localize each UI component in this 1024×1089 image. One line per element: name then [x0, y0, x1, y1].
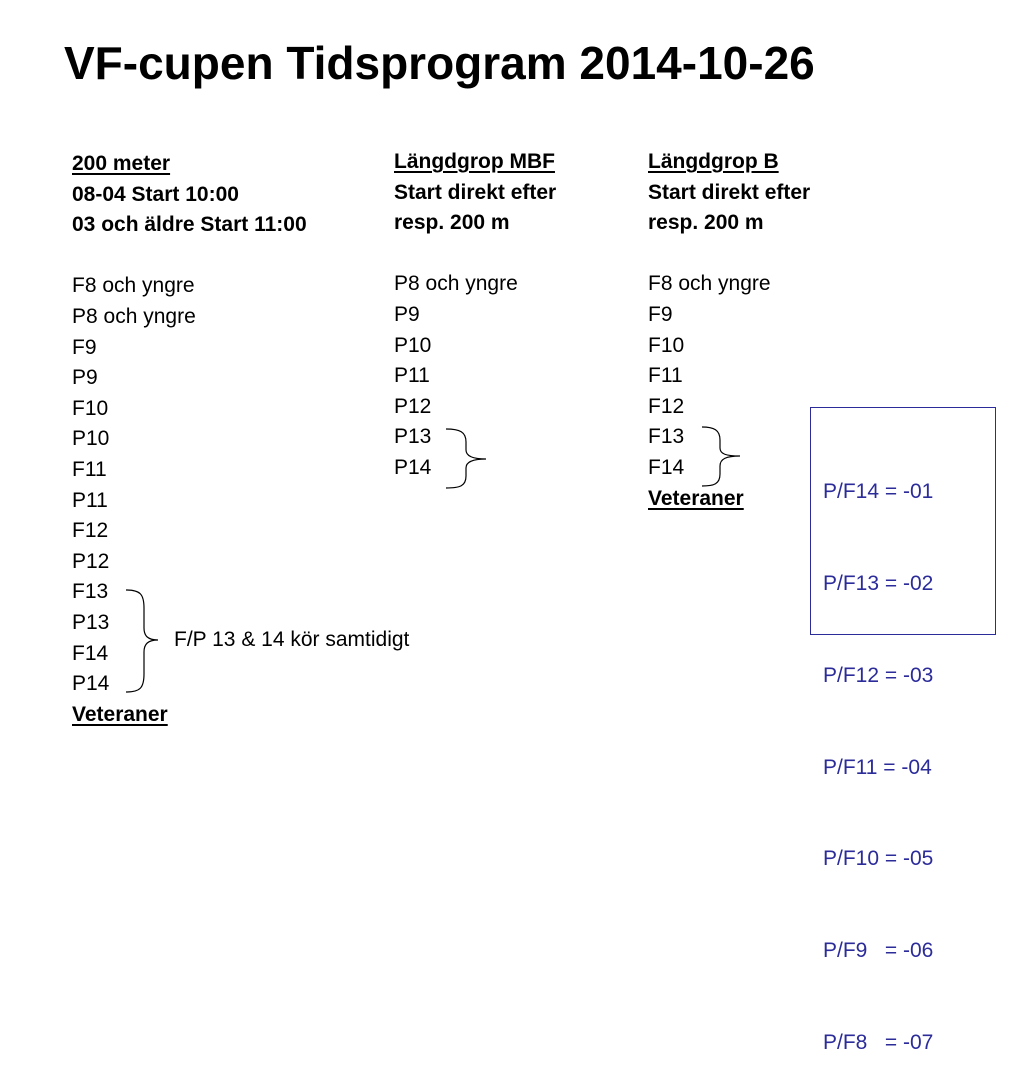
list-item: F10 [72, 396, 109, 420]
list-item: P13 [72, 610, 110, 634]
list-item: F13 [648, 425, 685, 449]
list-item: F8 och yngre [72, 274, 195, 298]
brace-13-14-mbf [446, 426, 490, 490]
legend-row: P/F9 = -06 [823, 939, 934, 963]
list-item: F11 [72, 457, 107, 481]
list-item: F14 [648, 455, 685, 479]
list-item: P10 [394, 333, 432, 357]
legend-row: P/F8 = -07 [823, 1030, 934, 1054]
list-item: F13 [72, 580, 109, 604]
start-time-03-older: 03 och äldre Start 11:00 [72, 213, 307, 237]
simultaneous-note: F/P 13 & 14 kör samtidigt [174, 628, 410, 651]
list-item: P8 och yngre [72, 304, 196, 328]
list-item: P9 [394, 302, 420, 326]
list-item: F12 [72, 519, 109, 543]
veteraner-label: Veteraner [648, 486, 744, 510]
list-item: P13 [394, 425, 432, 449]
list-item: P10 [72, 427, 110, 451]
list-item: F9 [72, 335, 97, 359]
column-header-200-meter: 200 meter [72, 152, 171, 175]
start-info: resp. 200 m [648, 211, 764, 235]
legend-row: P/F14 = -01 [823, 480, 934, 504]
page-title: VF-cupen Tidsprogram 2014-10-26 [64, 37, 815, 89]
list-item: P11 [394, 364, 430, 388]
legend-row: P/F12 = -03 [823, 663, 934, 687]
list-item: F8 och yngre [648, 272, 771, 296]
start-time-08-04: 08-04 Start 10:00 [72, 182, 239, 206]
column-header-langdgrop-b: Längdgrop B [648, 150, 779, 173]
legend-row: P/F10 = -05 [823, 847, 934, 871]
brace-13-14-200m [126, 586, 166, 696]
list-item: F14 [72, 641, 109, 665]
list-item: F11 [648, 364, 683, 388]
brace-13-14-b [702, 424, 746, 488]
legend-row: P/F13 = -02 [823, 571, 934, 595]
start-info: Start direkt efter [394, 180, 557, 204]
list-item: P9 [72, 366, 98, 390]
list-item: F9 [648, 302, 673, 326]
list-item: P8 och yngre [394, 272, 518, 296]
list-item: F10 [648, 333, 685, 357]
list-item: P14 [72, 672, 110, 696]
column-header-langdgrop-mbf: Längdgrop MBF [394, 150, 555, 173]
list-item: P12 [72, 549, 110, 573]
age-code-legend [810, 407, 996, 1054]
start-info: Start direkt efter [648, 180, 811, 204]
list-item: P11 [72, 488, 108, 512]
list-item: P14 [394, 455, 432, 479]
list-item: P12 [394, 394, 432, 418]
legend-row: P/F11 = -04 [823, 755, 932, 779]
veteraner-label: Veteraner [72, 702, 168, 726]
list-item: F12 [648, 394, 685, 418]
start-info: resp. 200 m [394, 211, 510, 235]
